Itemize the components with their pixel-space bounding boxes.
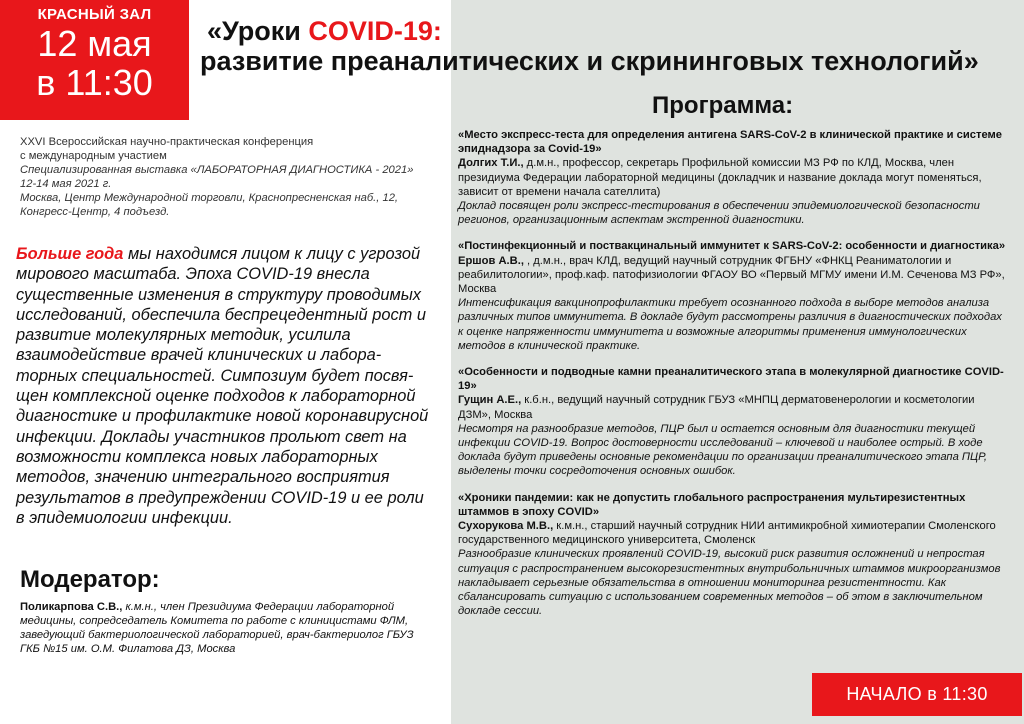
title-highlight: COVID-19:	[308, 16, 442, 46]
talk-item	[458, 239, 1008, 353]
talk-abstract: Разнообразие клинических проявлений COVID-19, высокий риск развития осложнений и непростая ситуация с распространением высокорезистентных внутрибольничных штаммов микроорганизмов накладывает серьезные обязательства в отношении мониторинга резистентности. Как сбалансировать ситуацию с использованием современных методов – об этом в заключительном докладе сессии.	[458, 548, 1001, 618]
talk-affiliation: , д.м.н., врач КЛД, ведущий научный сотрудник ФГБНУ «ФНКЦ Реаниматологии и реабилитологии», проф.каф. патофизиологии ФГАОУ ВО «Первый МГМУ имени И.М. Сеченова МЗ РФ», Москва	[458, 254, 1005, 296]
talk-title: «Постинфекционный и поствакцинальный иммунитет к SARS-CoV-2: особенности и диагностика»	[458, 240, 1006, 253]
talk-speaker-line	[458, 254, 1008, 297]
talk-title: «Место экспресс-теста для определения антигена SARS-CoV-2 в клинической практике и системе эпиднадзора за Covid-19»	[458, 129, 1003, 156]
start-time-button[interactable]: НАЧАЛО в 11:30	[812, 673, 1022, 716]
conference-info	[20, 135, 440, 219]
talk-item	[458, 491, 1008, 619]
talk-speaker: Долгих Т.И.,	[458, 157, 524, 170]
talk-speaker-line	[458, 519, 1008, 547]
conference-line: Москва, Центр Международной торговли, Краснопресненская наб., 12,	[20, 192, 399, 204]
page-title	[200, 16, 1020, 76]
talk-affiliation: к.б.н., ведущий научный сотрудник ГБУЗ «МНПЦ дерматовенерологии и косметологии ДЗМ», Москва	[458, 394, 975, 421]
title-prefix: «Уроки	[207, 16, 309, 46]
talk-title: «Хроники пандемии: как не допустить глобального распространения мультирезистентных штаммов в эпоху COVID»	[458, 491, 966, 518]
moderator-info	[20, 600, 420, 656]
intro-paragraph	[16, 244, 436, 528]
talk-speaker: Ершов А.В.,	[458, 254, 524, 267]
talk-item	[458, 365, 1008, 479]
session-date: 12 мая	[37, 23, 152, 64]
session-badge	[0, 0, 189, 120]
conference-line: с международным участием	[20, 150, 167, 162]
talk-item	[458, 128, 1008, 227]
moderator-name: Поликарпова С.В.,	[20, 601, 123, 613]
intro-highlight: Больше года	[16, 245, 124, 263]
talk-title: «Особенности и подводные камни преаналитического этапа в молекулярной диагностике COVID-19»	[458, 366, 1004, 393]
conference-line: Конгресс-Центр, 4 подъезд.	[20, 206, 170, 218]
talk-affiliation: д.м.н., профессор, секретарь Профильной комиссии МЗ РФ по КЛД, Москва, член президиума Федерации лабораторной медицины (докладчик и название доклада могут поменяться, зависит от времени начала сателлита)	[458, 157, 982, 198]
moderator-description: к.м.н., член Президиума Федерации лабораторной медицины, сопредседатель Комитета по работе с клиницистами ФЛМ, заведующий бактериологической лабораторией, врач-бактериолог ГБУЗ ГКБ №15 им. О.М. Филатова ДЗ, Москва	[20, 601, 414, 655]
talk-abstract: Несмотря на разнообразие методов, ПЦР был и остается основным для диагностики текущей инфекции COVID-19. Вопрос достоверности исследований – ключевой и наиболее острый. В ходе доклада будут приведены основные рекомендации по организации преаналитического этапа ПЦР, выделены точки сосредоточения основных ошибок.	[458, 422, 987, 478]
talk-speaker-line	[458, 393, 1008, 421]
talk-speaker: Сухорукова М.В.,	[458, 520, 554, 533]
intro-text: мы находимся лицом к лицу с угрозой мирового масштаба. Эпоха COVID-19 внесла существенные изменения в структуру проводимых исследований, обеспечила беспрецедентный рост и развитие молекулярных методик, усилила взаимодействие врачей клинических и лабораторных специальностей. Симпозиум будет посвящен комплексной оценке подходов к лабораторной диагностике и профилактике новой коронавирусной инфекции. Доклады участников прольют свет на возможности комплекса новых лабораторных методов, значению интегрального восприятия результатов в предупреждении COVID-19 и ее роли в эпидемиологии инфекции.	[16, 245, 429, 527]
talk-list	[458, 128, 1008, 631]
talk-abstract: Доклад посвящен роли экспресс-тестирования в обеспечении эпидемиологической безопасности регионов, организационным аспектам экстренной диагностики.	[458, 200, 980, 227]
conference-line: 12-14 мая 2021 г.	[20, 178, 112, 190]
talk-speaker: Гущин А.Е.,	[458, 394, 522, 407]
moderator-heading: Модератор:	[20, 566, 160, 593]
session-time: в 11:30	[36, 62, 153, 103]
title-line-2: развитие преаналитических и скрининговых технологий»	[200, 46, 979, 76]
conference-line: Специализированная выставка «ЛАБОРАТОРНАЯ ДИАГНОСТИКА - 2021»	[20, 164, 414, 176]
talk-speaker-line	[458, 156, 1008, 199]
talk-abstract: Интенсификация вакцинопрофилактики требует осознанного подхода в выборе методов анализа различных типов иммунитета. В докладе будут рассмотрены различия в диагностических подходах к оценке напряженности иммунитета и возможные алгоритмы применения иммунологических методов в клинической практике.	[458, 297, 1002, 352]
conference-line: XXVI Всероссийская научно-практическая конференция	[20, 136, 314, 148]
hall-label: КРАСНЫЙ ЗАЛ	[37, 6, 152, 23]
talk-affiliation: к.м.н., старший научный сотрудник НИИ антимикробной химиотерапии Смоленского государственного медицинского университета, Смоленск	[458, 520, 996, 547]
program-heading: Программа:	[652, 92, 794, 119]
